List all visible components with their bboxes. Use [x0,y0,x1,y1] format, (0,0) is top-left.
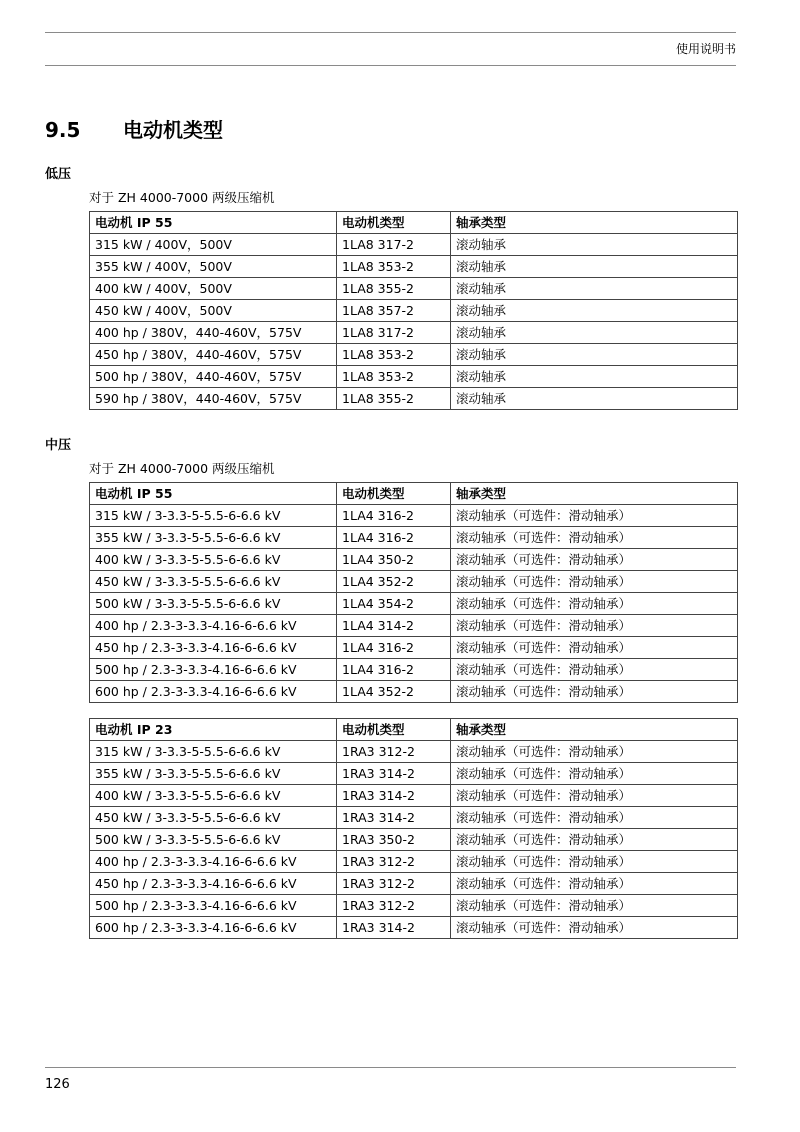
cell-bearing-type: 滚动轴承 [451,234,738,256]
cell-motor-spec: 450 hp / 380V，440-460V，575V [90,344,337,366]
cell-motor-spec: 450 kW / 3-3.3-5-5.5-6-6.6 kV [90,571,337,593]
table-row [90,681,738,703]
cell-motor-type: 1LA8 353-2 [337,366,451,388]
table-row [90,829,738,851]
table-row [90,388,738,410]
cell-bearing-type: 滚动轴承 [451,300,738,322]
low-voltage-ip55-table [89,211,738,410]
cell-motor-spec: 400 kW / 3-3.3-5-5.5-6-6.6 kV [90,549,337,571]
cell-motor-spec: 400 hp / 380V，440-460V，575V [90,322,337,344]
cell-motor-type: 1LA4 354-2 [337,593,451,615]
cell-bearing-type: 滚动轴承（可选件：滑动轴承） [451,851,738,873]
cell-bearing-type: 滚动轴承（可选件：滑动轴承） [451,637,738,659]
column-header-motor-spec: 电动机 IP 23 [90,719,337,741]
cell-motor-spec: 315 kW / 400V，500V [90,234,337,256]
header-bottom-rule [45,65,736,66]
cell-motor-spec: 400 hp / 2.3-3-3.3-4.16-6-6.6 kV [90,851,337,873]
cell-motor-type: 1RA3 312-2 [337,895,451,917]
cell-bearing-type: 滚动轴承（可选件：滑动轴承） [451,593,738,615]
cell-motor-type: 1LA4 352-2 [337,681,451,703]
cell-bearing-type: 滚动轴承（可选件：滑动轴承） [451,785,738,807]
cell-bearing-type: 滚动轴承（可选件：滑动轴承） [451,807,738,829]
table-row [90,571,738,593]
cell-bearing-type: 滚动轴承（可选件：滑动轴承） [451,615,738,637]
section-number: 9.5 [45,118,81,142]
column-header-motor-spec: 电动机 IP 55 [90,212,337,234]
table-row [90,659,738,681]
cell-motor-type: 1RA3 312-2 [337,851,451,873]
cell-motor-spec: 600 hp / 2.3-3-3.3-4.16-6-6.6 kV [90,681,337,703]
cell-motor-spec: 400 kW / 400V，500V [90,278,337,300]
cell-motor-type: 1LA4 352-2 [337,571,451,593]
table-row [90,917,738,939]
cell-motor-type: 1LA8 353-2 [337,344,451,366]
cell-motor-type: 1LA4 316-2 [337,527,451,549]
low-voltage-note: 对于 ZH 4000-7000 两级压缩机 [89,190,275,205]
table-row [90,234,738,256]
cell-motor-spec: 450 hp / 2.3-3-3.3-4.16-6-6.6 kV [90,637,337,659]
cell-motor-type: 1LA4 316-2 [337,659,451,681]
low-voltage-heading: 低压 [45,167,72,182]
cell-motor-type: 1LA8 355-2 [337,388,451,410]
medium-voltage-heading: 中压 [45,438,72,453]
cell-motor-type: 1LA8 317-2 [337,234,451,256]
cell-motor-type: 1LA4 314-2 [337,615,451,637]
table-row [90,366,738,388]
cell-motor-type: 1LA8 317-2 [337,322,451,344]
footer-rule [45,1067,736,1068]
table-header-row [90,483,738,505]
cell-motor-spec: 500 kW / 3-3.3-5-5.5-6-6.6 kV [90,593,337,615]
table-header-row [90,719,738,741]
table-row [90,637,738,659]
cell-motor-type: 1LA4 316-2 [337,637,451,659]
cell-motor-type: 1LA4 316-2 [337,505,451,527]
table-row [90,593,738,615]
cell-bearing-type: 滚动轴承（可选件：滑动轴承） [451,527,738,549]
cell-motor-type: 1RA3 314-2 [337,807,451,829]
cell-bearing-type: 滚动轴承（可选件：滑动轴承） [451,917,738,939]
table-row [90,741,738,763]
table-row [90,895,738,917]
medium-voltage-note: 对于 ZH 4000-7000 两级压缩机 [89,461,275,476]
cell-motor-spec: 315 kW / 3-3.3-5-5.5-6-6.6 kV [90,505,337,527]
cell-motor-spec: 500 hp / 2.3-3-3.3-4.16-6-6.6 kV [90,895,337,917]
section-heading [45,114,223,143]
cell-bearing-type: 滚动轴承 [451,278,738,300]
cell-motor-spec: 500 hp / 2.3-3-3.3-4.16-6-6.6 kV [90,659,337,681]
cell-bearing-type: 滚动轴承（可选件：滑动轴承） [451,829,738,851]
table-row [90,300,738,322]
cell-motor-type: 1RA3 312-2 [337,741,451,763]
cell-motor-spec: 500 hp / 380V，440-460V，575V [90,366,337,388]
cell-bearing-type: 滚动轴承 [451,322,738,344]
cell-motor-type: 1RA3 314-2 [337,917,451,939]
cell-bearing-type: 滚动轴承（可选件：滑动轴承） [451,659,738,681]
cell-motor-spec: 355 kW / 3-3.3-5-5.5-6-6.6 kV [90,763,337,785]
header-top-rule [45,32,736,33]
section-title: 电动机类型 [123,118,223,142]
column-header-motor-spec: 电动机 IP 55 [90,483,337,505]
cell-bearing-type: 滚动轴承（可选件：滑动轴承） [451,741,738,763]
cell-bearing-type: 滚动轴承（可选件：滑动轴承） [451,763,738,785]
cell-motor-spec: 355 kW / 400V，500V [90,256,337,278]
cell-motor-type: 1RA3 314-2 [337,785,451,807]
table-row [90,322,738,344]
table-row [90,505,738,527]
column-header-bearing-type: 轴承类型 [451,483,738,505]
column-header-motor-type: 电动机类型 [337,483,451,505]
table-row [90,344,738,366]
medium-voltage-ip55-table [89,482,738,703]
cell-motor-type: 1LA8 355-2 [337,278,451,300]
cell-motor-type: 1LA8 353-2 [337,256,451,278]
table-row [90,278,738,300]
page-number: 126 [45,1077,70,1092]
cell-bearing-type: 滚动轴承 [451,388,738,410]
cell-motor-spec: 400 kW / 3-3.3-5-5.5-6-6.6 kV [90,785,337,807]
cell-bearing-type: 滚动轴承 [451,366,738,388]
cell-bearing-type: 滚动轴承（可选件：滑动轴承） [451,681,738,703]
cell-motor-spec: 315 kW / 3-3.3-5-5.5-6-6.6 kV [90,741,337,763]
medium-voltage-ip23-table [89,718,738,939]
cell-motor-type: 1LA8 357-2 [337,300,451,322]
column-header-motor-type: 电动机类型 [337,212,451,234]
column-header-motor-type: 电动机类型 [337,719,451,741]
cell-bearing-type: 滚动轴承（可选件：滑动轴承） [451,873,738,895]
table-row [90,763,738,785]
cell-bearing-type: 滚动轴承（可选件：滑动轴承） [451,895,738,917]
cell-motor-spec: 500 kW / 3-3.3-5-5.5-6-6.6 kV [90,829,337,851]
table-header-row [90,212,738,234]
table-row [90,807,738,829]
cell-motor-spec: 355 kW / 3-3.3-5-5.5-6-6.6 kV [90,527,337,549]
column-header-bearing-type: 轴承类型 [451,719,738,741]
document-title: 使用说明书 [675,42,736,56]
cell-bearing-type: 滚动轴承 [451,256,738,278]
cell-motor-type: 1RA3 312-2 [337,873,451,895]
table-row [90,615,738,637]
cell-motor-spec: 400 hp / 2.3-3-3.3-4.16-6-6.6 kV [90,615,337,637]
cell-bearing-type: 滚动轴承（可选件：滑动轴承） [451,571,738,593]
cell-motor-spec: 450 hp / 2.3-3-3.3-4.16-6-6.6 kV [90,873,337,895]
table-row [90,527,738,549]
cell-motor-spec: 600 hp / 2.3-3-3.3-4.16-6-6.6 kV [90,917,337,939]
table-row [90,785,738,807]
table-row [90,851,738,873]
column-header-bearing-type: 轴承类型 [451,212,738,234]
table-row [90,256,738,278]
cell-motor-type: 1RA3 350-2 [337,829,451,851]
cell-bearing-type: 滚动轴承 [451,344,738,366]
cell-motor-spec: 590 hp / 380V，440-460V，575V [90,388,337,410]
cell-motor-type: 1RA3 314-2 [337,763,451,785]
table-row [90,873,738,895]
cell-motor-spec: 450 kW / 3-3.3-5-5.5-6-6.6 kV [90,807,337,829]
cell-motor-type: 1LA4 350-2 [337,549,451,571]
cell-bearing-type: 滚动轴承（可选件：滑动轴承） [451,549,738,571]
cell-motor-spec: 450 kW / 400V，500V [90,300,337,322]
table-row [90,549,738,571]
cell-bearing-type: 滚动轴承（可选件：滑动轴承） [451,505,738,527]
